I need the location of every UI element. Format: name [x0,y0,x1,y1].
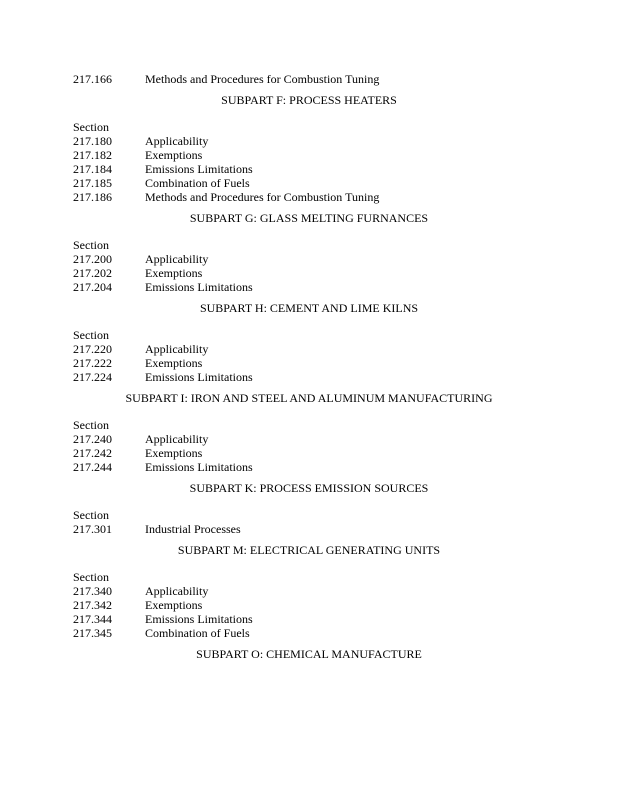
subparts-list [73,93,545,661]
section-number: 217.204 [73,280,112,294]
section-entry [73,598,545,612]
section-number: 217.166 [73,72,112,86]
section-entry [73,612,545,626]
section-number: 217.186 [73,190,112,204]
section-title: Applicability [145,342,209,356]
section-title: Exemptions [145,598,203,612]
section-column-label: Section [73,418,109,432]
section-entry [73,148,545,162]
subpart-block [73,301,545,384]
section-title: Applicability [145,432,209,446]
section-title: Applicability [145,584,209,598]
section-title: Combination of Fuels [145,176,250,190]
subpart-block [73,391,545,474]
subpart-block [73,647,545,661]
section-number: 217.220 [73,342,112,356]
section-number: 217.200 [73,252,112,266]
section-number: 217.301 [73,522,112,536]
section-number: 217.340 [73,584,112,598]
section-number: 217.244 [73,460,112,474]
section-column-label: Section [73,508,109,522]
section-column-label: Section [73,570,109,584]
section-entry [73,626,545,640]
table-of-contents [73,72,545,674]
subpart-heading: SUBPART M: ELECTRICAL GENERATING UNITS [177,543,441,557]
section-number: 217.344 [73,612,112,626]
subpart-heading: SUBPART K: PROCESS EMISSION SOURCES [189,481,429,495]
section-entry [73,460,545,474]
section-entry [73,370,545,384]
section-title: Exemptions [145,266,203,280]
section-column-label: Section [73,238,109,252]
subpart-block [73,211,545,294]
section-number: 217.342 [73,598,112,612]
section-number: 217.184 [73,162,112,176]
section-entry [73,134,545,148]
section-title: Exemptions [145,148,203,162]
subpart-heading: SUBPART F: PROCESS HEATERS [221,93,397,107]
section-entry [73,432,545,446]
section-entry [73,162,545,176]
section-title: Methods and Procedures for Combustion Tuning [145,190,380,204]
subpart-block [73,93,545,204]
subpart-heading: SUBPART G: GLASS MELTING FURNANCES [189,211,429,225]
section-title: Emissions Limitations [145,370,253,384]
section-column-label: Section [73,120,109,134]
section-title: Exemptions [145,356,203,370]
section-entry [73,356,545,370]
section-number: 217.222 [73,356,112,370]
section-title: Exemptions [145,446,203,460]
section-title: Emissions Limitations [145,162,253,176]
subpart-block [73,481,545,536]
section-title: Applicability [145,252,209,266]
section-title: Applicability [145,134,209,148]
section-column-label: Section [73,328,109,342]
section-title: Methods and Procedures for Combustion Tuning [145,72,380,86]
section-entry [73,446,545,460]
section-entry [73,522,545,536]
subpart-heading: SUBPART O: CHEMICAL MANUFACTURE [196,647,422,661]
section-title: Industrial Processes [145,522,241,536]
section-number: 217.224 [73,370,112,384]
section-number: 217.202 [73,266,112,280]
section-entry [73,252,545,266]
section-number: 217.240 [73,432,112,446]
section-entry [73,176,545,190]
section-entry [73,266,545,280]
subpart-block [73,543,545,640]
section-entry [73,342,545,356]
section-number: 217.185 [73,176,112,190]
section-entry [73,584,545,598]
section-title: Combination of Fuels [145,626,250,640]
section-number: 217.180 [73,134,112,148]
section-title: Emissions Limitations [145,460,253,474]
subpart-heading: SUBPART I: IRON AND STEEL AND ALUMINUM MANUFACTURING [125,391,493,405]
section-number: 217.242 [73,446,112,460]
subpart-heading: SUBPART H: CEMENT AND LIME KILNS [199,301,419,315]
section-number: 217.182 [73,148,112,162]
lead-entry [73,72,545,86]
section-entry [73,190,545,204]
section-title: Emissions Limitations [145,280,253,294]
section-entry [73,280,545,294]
section-title: Emissions Limitations [145,612,253,626]
section-number: 217.345 [73,626,112,640]
